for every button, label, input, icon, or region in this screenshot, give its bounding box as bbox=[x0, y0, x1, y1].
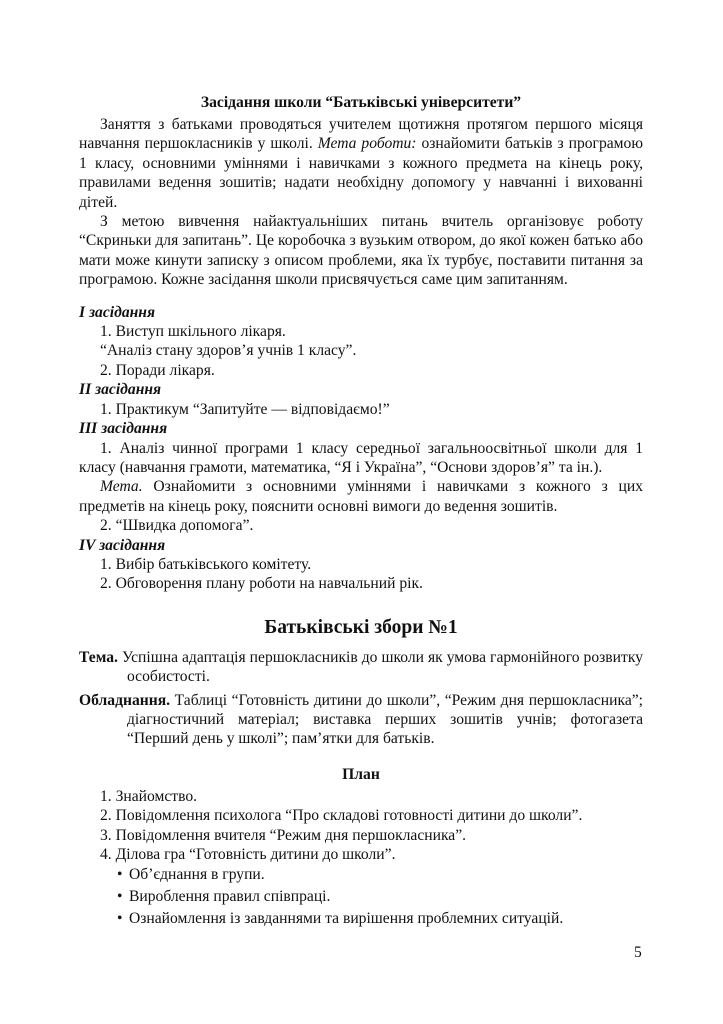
session-2-title: II засідання bbox=[79, 381, 162, 399]
session-1-item-1: 1. Виступ шкільного лікаря. bbox=[100, 323, 286, 341]
plan-title: План bbox=[342, 765, 380, 783]
session-3-item-1: 1. Аналіз чинної програми 1 класу середньої загальноосвітньої школи для 1 класу (навчання грамоти, математика, “Я і Україна”, “Основи здоров’я” та ін.). bbox=[79, 439, 643, 476]
meeting-theme: Тема. Успішна адаптація першокласників до школи як умова гармонійного розвитку особистості. bbox=[79, 648, 643, 686]
goal-label: Мета роботи: bbox=[317, 135, 417, 153]
school-title: Засідання школи “Батьківські університети” bbox=[200, 94, 522, 111]
bullet-icon: • bbox=[117, 866, 123, 884]
session-4-title: IV засідання bbox=[79, 536, 166, 554]
plan-item: 3. Повідомлення вчителя “Режим дня першокласника”. bbox=[100, 826, 467, 844]
session-2-item-1: 1. Практикум “Запитуйте — відповідаємо!” bbox=[100, 400, 390, 418]
plan-bullet: • Вироблення правил співпраці. bbox=[79, 886, 643, 908]
meeting-equipment: Обладнання. Таблиці “Готовність дитини до школи”, “Режим дня першокласника”; діагностичний матеріал; виставка перших зошитів учнів; фотогазета “Перший день у школі”; пам’ятки для батьків. bbox=[79, 691, 643, 748]
page-number: 5 bbox=[634, 944, 642, 961]
session-3-title: III засідання bbox=[79, 420, 168, 438]
session-3-goal-label: Мета. bbox=[100, 478, 143, 496]
session-1-title: I засідання bbox=[79, 303, 155, 321]
plan-bullet: • Об’єднання в групи. bbox=[79, 864, 643, 886]
plan-item: 4. Ділова гра “Готовність дитини до школи”. bbox=[100, 846, 396, 863]
page-content bbox=[79, 93, 643, 930]
theme-label: Тема. bbox=[79, 648, 118, 666]
plan-item: 1. Знайомство. bbox=[100, 787, 198, 805]
plan-item: 2. Повідомлення психолога “Про складові готовності дитини до школи”. bbox=[100, 807, 583, 825]
bullet-icon: • bbox=[117, 910, 123, 928]
session-3-item-2: 2. “Швидка допомога”. bbox=[100, 517, 254, 535]
bullet-icon: • bbox=[117, 888, 123, 906]
session-1-item-2: 2. Поради лікаря. bbox=[100, 361, 215, 379]
plan-bullet: • Ознайомлення із завданнями та вирішення проблемних ситуацій. bbox=[79, 908, 643, 930]
school-paragraph-2: З метою вивчення найактуальніших питань вчитель організовує роботу “Скриньки для запитань”. Це коробочка з вузьким отвором, до якої кожен батько або мати може кинути записку з описом проблеми, яка їх турбує, поставити питання за програмою. Кожне засідання школи присвячується саме цим запитанням. bbox=[79, 213, 643, 289]
session-4-item-2: 2. Обговорення плану роботи на навчальний рік. bbox=[100, 575, 423, 593]
session-1-item-1-topic: “Аналіз стану здоров’я учнів 1 класу”. bbox=[100, 342, 357, 360]
meeting-title: Батьківські збори №1 bbox=[264, 616, 458, 638]
school-paragraph-1: Заняття з батьками проводяться учителем щотижня протягом першого місяця навчання першокласників у школі. Мета роботи: ознайомити батьків з програмою 1 класу, основними уміннями і навичками з кожного предмета на кінець року, правилами ведення зошитів; надати необхідну допомогу у навчанні і вихованні дітей. bbox=[79, 116, 643, 211]
equipment-label: Обладнання. bbox=[79, 691, 171, 709]
session-4-item-1: 1. Вибір батьківського комітету. bbox=[100, 555, 312, 573]
session-3-goal: Мета. Ознайомити з основними уміннями і навичками з кожного з цих предметів на кінець року, пояснити основні вимоги до ведення зошитів. bbox=[79, 478, 643, 515]
